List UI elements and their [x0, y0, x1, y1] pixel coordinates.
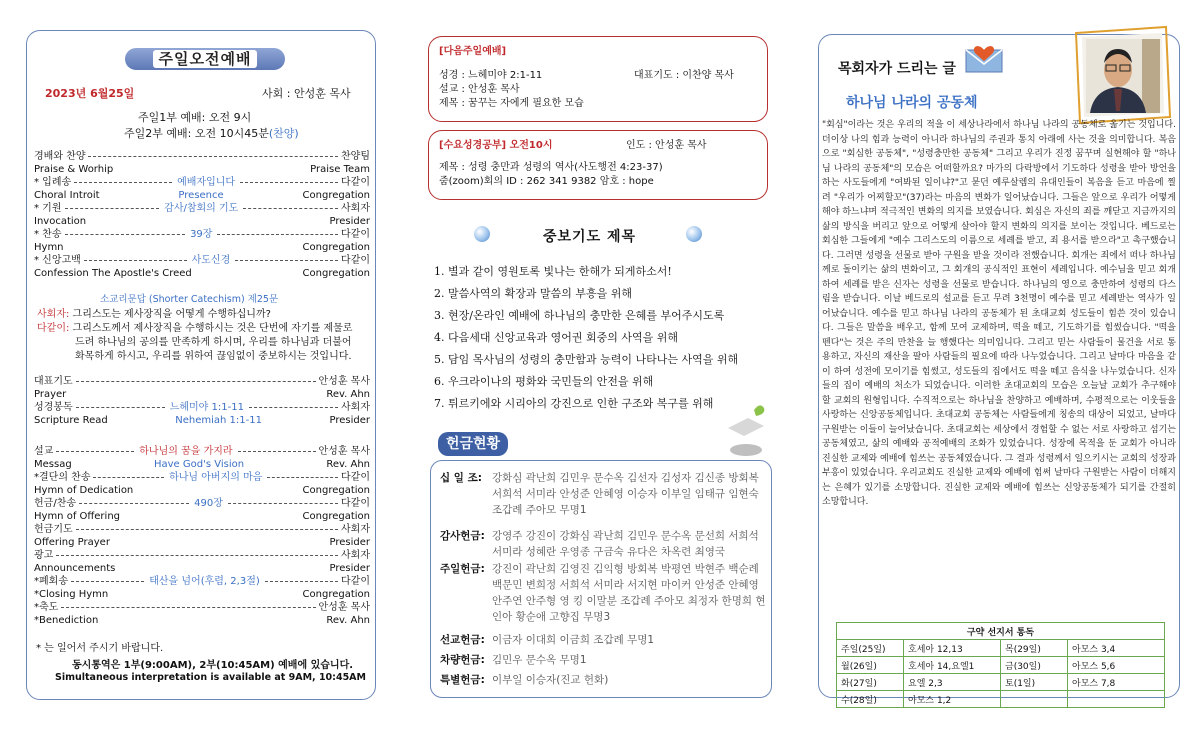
order-leader-en: Presider	[329, 216, 370, 227]
order-line-en	[34, 215, 370, 228]
worship-title: 주일오전예배	[125, 48, 285, 70]
order-item: 광고	[34, 550, 54, 561]
order-item-en: Praise & Worhip	[34, 164, 114, 175]
prayer-item: 4. 다음세대 신앙교육과 영어권 회중의 사역을 위해	[434, 331, 678, 344]
pastor-photo	[1062, 25, 1172, 125]
order-leader-en: Presider	[329, 415, 371, 426]
wed-title: [수요성경공부] 오전10시	[439, 140, 553, 151]
prayer-title: 중보기도 제목	[543, 229, 637, 245]
order-item: 설교	[34, 446, 54, 457]
interpretation-ko: 동시통역은 1부(9:00AM), 2부(10:45AM) 예배에 있습니다.	[72, 660, 354, 671]
order-item-en: Choral Introit	[34, 190, 100, 201]
next-sermon: 제목 : 꿈꾸는 자에게 필요한 모습	[439, 98, 584, 109]
order-item: * 입례송	[34, 177, 72, 188]
order-detail: 490장	[194, 498, 223, 509]
catechism-answer-1: 다같이: 그리스도께서 제사장직을 수행하시는 것은 단번에 자기를 제물로	[37, 323, 353, 334]
order-leader: 다같이	[341, 177, 370, 188]
order-leader: 안성훈 목사	[318, 446, 370, 457]
reading-cell: 목(29일)	[1001, 640, 1068, 657]
offering-type: 특별헌금:	[440, 674, 485, 686]
order-line	[34, 575, 370, 588]
order-leader-en: Rev. Ahn	[326, 459, 371, 470]
order-line-en	[34, 163, 370, 176]
service1-time: 주일1부 예배: 오전 9시	[138, 111, 252, 124]
order-item: 헌금기도	[34, 524, 73, 535]
offering-names: 이금자 이대희 이금희 조갑례 무명1	[492, 634, 655, 646]
order-item-en: Prayer	[34, 389, 67, 400]
order-line-en	[34, 267, 370, 280]
offering-row	[440, 561, 770, 625]
order-detail: 느헤미야 1:1-11	[169, 402, 244, 413]
order-leader: 사회자	[341, 524, 370, 535]
order-line	[34, 202, 370, 215]
reading-cell: 화(27일)	[837, 674, 904, 691]
reading-cell: 아모스 5,6	[1068, 657, 1165, 674]
order-item-en: Hymn of Dedication	[34, 485, 134, 496]
order-detail-en: Presence	[178, 190, 224, 201]
order-item-en: *Closing Hymn	[34, 589, 109, 600]
order-leader-en: Presider	[329, 563, 370, 574]
prayer-item: 5. 담임 목사님의 성령의 충만함과 능력이 나타나는 사역을 위해	[434, 353, 739, 366]
offering-title: 헌금현황	[438, 432, 508, 456]
next-scripture: 성경 : 느헤미야 2:1-11	[439, 70, 543, 81]
message-subtitle: 하나님 나라의 공동체	[846, 95, 978, 111]
wed-topic: 제목 : 성령 충만과 성령의 역사(사도행전 4:23-37)	[439, 162, 663, 173]
prayer-item: 6. 우크라이나의 평화와 국민들의 안전을 위해	[434, 375, 654, 388]
order-leader-en: Rev. Ahn	[326, 389, 370, 400]
catechism-title: 소교리문답 (Shorter Catechism) 제25문	[100, 294, 279, 305]
order-item: * 기원	[34, 203, 62, 214]
offering-type: 십 일 조:	[440, 472, 482, 484]
order-line	[34, 497, 370, 510]
order-line	[34, 254, 370, 267]
order-leader-en: Rev. Ahn	[326, 615, 370, 626]
offering-names: 강진이 곽난희 김영진 김익형 방회복 박평연 박현주 백순례 백문민 변희정 서희석 서미라 서지현 마이커 안성준 안혜영 안주연 안주형 영 킹 이말분 조갑례 주아모 최정자 한명희 현인아 황순애 고향집 무명3	[492, 563, 766, 623]
order-detail: 태산을 넘어(후렴, 2,3절)	[149, 576, 260, 587]
order-line-en	[34, 588, 370, 601]
order-leader: 사회자	[341, 203, 370, 214]
order-line-en	[34, 614, 370, 627]
order-item-en: Announcements	[34, 563, 116, 574]
order-line	[34, 549, 370, 562]
reading-cell	[1001, 691, 1068, 708]
reading-cell: 토(1일)	[1001, 674, 1068, 691]
order-item-en: Messag	[34, 459, 72, 470]
next-rep-prayer: 대표기도 : 이찬양 목사	[634, 70, 734, 81]
order-item: * 신앙고백	[34, 255, 81, 266]
order-item-en: Hymn of Offering	[34, 511, 121, 522]
offering-names: 김민우 문수옥 무명1	[492, 654, 587, 666]
reading-cell: 금(30일)	[1001, 657, 1068, 674]
reading-cell: 아모스 1,2	[904, 691, 1001, 708]
reading-cell	[1068, 691, 1165, 708]
order-leader: 다같이	[341, 498, 370, 509]
order-line-en	[34, 536, 370, 549]
order-line-en	[34, 484, 370, 497]
prayer-item: 3. 현장/온라인 예배에 하나님의 충만한 은혜를 부어주시도록	[434, 309, 725, 322]
wed-leader: 인도 : 안성훈 목사	[626, 140, 707, 151]
order-line	[34, 176, 370, 189]
order-leader-en: Congregation	[302, 242, 370, 253]
order-item-en: *Benediction	[34, 615, 99, 626]
reading-cell: 호세아 12,13	[904, 640, 1001, 657]
offering-type: 선교헌금:	[440, 634, 485, 646]
order-leader: 안성훈 목사	[318, 376, 370, 387]
order-line	[34, 150, 370, 163]
order-line-en	[34, 388, 370, 401]
order-leader-en: Congregation	[302, 485, 370, 496]
reading-cell: 요엘 2,3	[904, 674, 1001, 691]
order-item-en: Scripture Read	[34, 415, 108, 426]
order-detail-en: Nehemiah 1:1-11	[175, 415, 262, 426]
reading-cell: 수(28일)	[837, 691, 904, 708]
order-item-en: Confession The Apostle's Creed	[34, 268, 192, 279]
interpretation-en: Simultaneous interpretation is available at 9AM, 10:45AM	[55, 672, 366, 683]
prayer-item: 1. 별과 같이 영원토록 빛나는 한해가 되게하소서!	[434, 265, 672, 278]
envelope-heart-icon	[962, 36, 1008, 76]
order-detail-en: Have God's Vision	[153, 459, 245, 470]
order-item: *폐회송	[34, 576, 68, 587]
order-line	[34, 601, 370, 614]
service2-time: 주일2부 예배: 오전 10시45분(찬양)	[124, 127, 299, 140]
offering-type: 감사헌금:	[440, 530, 485, 542]
order-item: *결단의 찬송	[34, 472, 91, 483]
order-detail: 하나님 아버지의 마음	[169, 472, 263, 483]
reading-cell: 호세아 14,요엘1	[904, 657, 1001, 674]
bubble-icon	[474, 226, 490, 242]
order-line	[34, 471, 370, 484]
order-detail: 39장	[190, 229, 213, 240]
offering-row	[440, 528, 770, 560]
reading-table	[836, 622, 1165, 708]
order-item-en: Invocation	[34, 216, 87, 227]
next-week-title: [다음주일예배]	[439, 46, 507, 57]
order-detail: 감사/참회의 기도	[164, 203, 239, 214]
order-item-en: Offering Prayer	[34, 537, 110, 548]
order-item: * 찬송	[34, 229, 62, 240]
offering-row	[440, 632, 770, 648]
order-leader-en: Praise Team	[310, 164, 370, 175]
service-date: 2023년 6월25일	[45, 87, 135, 100]
next-preacher: 설교 : 안성훈 목사	[439, 84, 520, 95]
order-line-en	[34, 414, 370, 427]
reading-cell: 주일(25일)	[837, 640, 904, 657]
offering-names: 강영주 강진이 강화심 곽난희 김민우 문수옥 문선희 서희석 서미라 성혜란 우영종 구금숙 유다은 차옥련 최영국	[492, 530, 759, 558]
order-line	[34, 445, 370, 458]
order-line	[34, 401, 370, 414]
order-item: 헌금/찬송	[34, 498, 77, 509]
catechism-answer-2: 드려 하나님의 공의를 만족하게 하시며, 우리를 하나님과 더불어	[75, 337, 352, 348]
order-leader: 다같이	[341, 255, 371, 266]
reading-row	[837, 657, 1165, 674]
order-leader-en: Congregation	[302, 268, 370, 279]
order-leader-en: Presider	[329, 537, 370, 548]
stand-note: * 는 일어서 주시기 바랍니다.	[36, 643, 164, 654]
offering-type: 주일헌금:	[440, 563, 485, 575]
order-leader: 찬양팀	[341, 151, 370, 162]
order-leader: 사회자	[341, 550, 370, 561]
reading-row	[837, 691, 1165, 708]
order-line	[34, 228, 370, 241]
order-item: 경배와 찬양	[34, 151, 86, 162]
reading-row	[837, 640, 1165, 657]
message-body: "회심"이라는 것은 우리의 적을 이 세상나라에서 하나님 나라의 공동체로 옮기는 것입니다. 더이상 나의 힘과 능력이 아니라 하나님의 주권과 통치 아래에 사는 것을 의미합니다. 복음으로 "회심한 공동체", "성령충만한 공동체" 그리고 우리가 진정 꿈꾸며 실현해야 할 "하나님 나라의 공동체"의 모습은 어떠할까요? 마가의 다락방에서 기도하다 성령을 받아 방언을 하는 사도들에게 "여봐된 일이냐?"고 묻던 예루살렘의 유대인들이 복음을 듣고 마음에 찔려 "우리가 어찌할꼬"(37)라는 마음의 변화가 일어났습니다. 그들은 앞으로 우리가 어떻게 해야 하느냐며 적극적인 변화의 의지를 보였습니다. 회심은 자신의 죄를 깨닫고 지금까지의 삶의 방식을 버리고 앞으로 어떻게 살아야 할지 변화의 의지를 보이는 것입니다. 베드로는 회심한 그들에게 "예수 그리스도의 이름으로 세례를 받고, 죄 용서를 받으라"고 촉구했습니다. 그러면 성령을 선물로 받아 구원을 받을 것이라 전했습니다. 회개는 죄에서 떠나 하나님께로 돌이키는 삶의 변화이고, 그 회개의 공식적인 표현이 세례입니다. 예수님을 믿고 회개하여 세례를 받은 신자는 성령을 선물로 받습니다. 하나님의 영으로 충만하여 성령의 다스림을 받습니다. 이날 베드로의 설교를 듣고 무려 3천명이 예수를 믿고 세례받는 역사가 일어났습니다. 예수를 믿고 하나님 나라의 공동체가 된 초대교회 성도들이 힘쓴 것이 있습니다. 그들은 말씀을 배우고, 함께 모여 교제하며, 떡을 떼고, 기도하기를 힘썼습니다. "떡을 뗀다"는 것은 주의 만찬을 늘 행했다는 의미입니다. 그리고 믿는 사람들이 물건을 서로 통용하고, 자신의 재산을 팔아 사람들의 필요에 따라 나누었습니다. 그리고 날마다 마음을 같이 하여 성전에 모이기를 힘썼고, 성도들의 집에서도 떡을 떼고 음식을 나누었습니다. 신자들의 집이 예배의 처소가 되었습니다. 이러한 초대교회의 모습은 오늘날 교회가 추구해야 할 교회의 원형입니다. 수직적으로는 하나님을 찬양하고 예배하며, 수평적으로는 이웃들을 사랑하는 신앙공동체입니다. 초대교회 공동체는 사람들에게 칭송의 대상이 되었고, 날마다 구원받는 이들이 늘어났습니다. 초대교회는 세상에서 경험할 수 없는 서로 사랑하고 섬기는 공동체였고, 삶의 예배와 공적예배의 조화가 있었습니다. 성장에 목적을 둔 교회가 아니라 진실한 교제와 예배에 힘쓰는 공동체였습니다. 그 결과 성령께서 일으키시는 교회의 성장과 부흥이 있었습니다. 우리교회도 진실한 교제와 예배에 힘써 날마다 구원받는 사람이 더해지는 은혜가 있기를 소망합니다. 진실한 교제와 예배에 힘쓰는 신앙공동체가 되기를 간절히 소망합니다.	[822, 120, 1176, 507]
order-line-en	[34, 562, 370, 575]
order-detail: 예배자입니다	[177, 177, 236, 188]
order-detail: 사도신경	[191, 255, 231, 266]
order-item: 성경봉독	[34, 402, 73, 413]
order-leader: 다같이	[341, 576, 370, 587]
wed-zoom: 줌(zoom)회의 ID : 262 341 9382 암호 : hope	[439, 176, 654, 187]
order-leader: 다같이	[341, 229, 370, 240]
order-line	[34, 523, 370, 536]
offering-row	[440, 652, 770, 668]
order-line	[34, 375, 370, 388]
catechism-question: 사회자: 그리스도는 제사장직을 어떻게 수행하십니까?	[37, 309, 271, 320]
order-line-en	[34, 189, 370, 202]
order-leader-en: Congregation	[302, 511, 370, 522]
offering-row	[440, 470, 770, 518]
order-leader: 사회자	[341, 402, 370, 413]
prayer-item: 7. 튀르키에와 시리아의 강진으로 인한 구조와 복구를 위해	[434, 397, 714, 410]
prayer-item: 2. 말씀사역의 확장과 말씀의 부흥을 위해	[434, 287, 632, 300]
decoration-icon	[722, 400, 772, 460]
order-leader: 다같이	[341, 472, 370, 483]
offering-type: 차량헌금:	[440, 654, 485, 666]
reading-cell: 아모스 7,8	[1068, 674, 1165, 691]
next-week-box	[428, 36, 768, 122]
wednesday-study-box	[428, 130, 768, 200]
order-item: *축도	[34, 602, 59, 613]
order-line-en	[34, 458, 370, 471]
order-leader-en: Congregation	[302, 589, 370, 600]
order-leader-en: Congregation	[302, 190, 370, 201]
catechism-answer-3: 화목하게 하시고, 우리를 위하여 끊임없이 중보하시는 것입니다.	[75, 351, 352, 362]
order-line-en	[34, 241, 370, 254]
offering-names: 이부일 이승자(진교 헌화)	[492, 674, 609, 686]
message-heading: 목회자가 드리는 글	[838, 61, 956, 77]
order-detail: 하나님의 꿈을 가지라	[139, 446, 233, 457]
reading-cell: 월(26일)	[837, 657, 904, 674]
reading-cell: 아모스 3,4	[1068, 640, 1165, 657]
order-item-en: Hymn	[34, 242, 64, 253]
order-line-en	[34, 510, 370, 523]
order-item: 대표기도	[34, 376, 73, 387]
offering-row	[440, 672, 770, 688]
service-host: 사회 : 안성훈 목사	[262, 87, 351, 100]
reading-row	[837, 674, 1165, 691]
bubble-icon	[686, 226, 702, 242]
order-leader: 안성훈 목사	[318, 602, 370, 613]
reading-title: 구약 선지서 통독	[837, 623, 1165, 640]
offering-names: 강화심 곽난희 김민우 문수옥 김선자 김성자 김신종 방회복 서희석 서미라 안성준 안혜영 이승자 이부일 임태규 임현숙 조갑례 주아모 무명1	[492, 472, 759, 516]
